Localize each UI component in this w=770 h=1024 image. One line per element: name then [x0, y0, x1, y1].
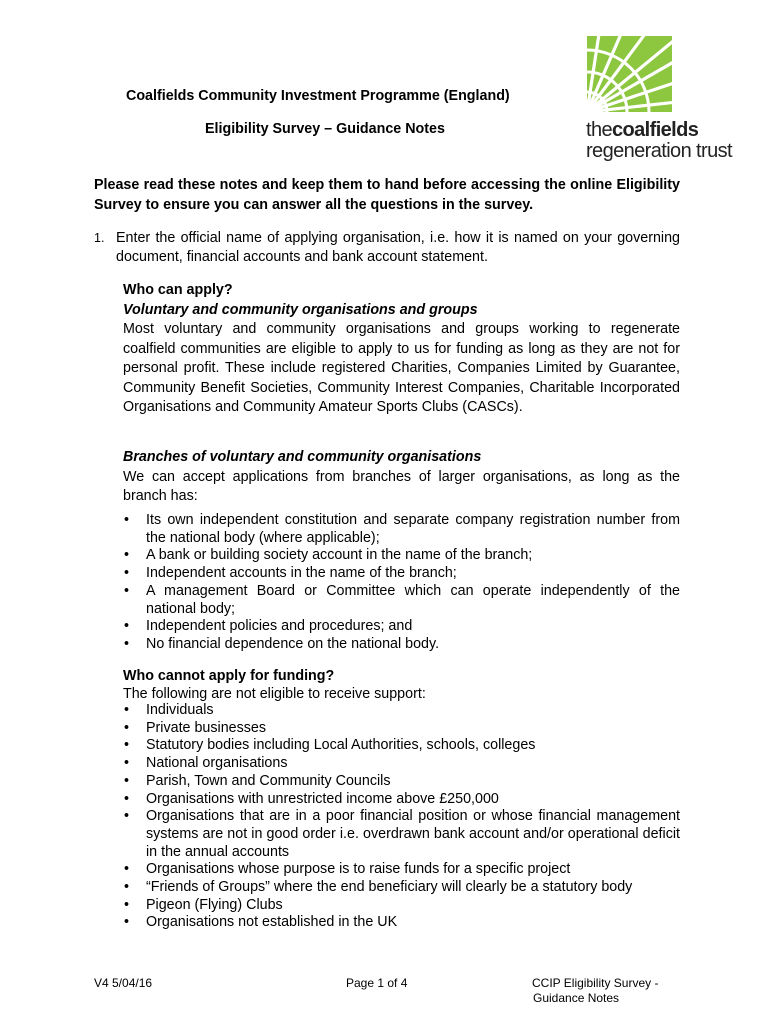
- who-cannot-apply-section: [123, 667, 680, 703]
- logo-wordmark: [586, 120, 732, 162]
- list-item: • Organisations with unrestricted income above £250,000: [123, 791, 680, 809]
- item-number: 1.: [94, 231, 105, 245]
- list-item: • National organisations: [123, 755, 680, 773]
- list-item: • No financial dependence on the national body.: [123, 636, 680, 654]
- footer-doc-title-line2: Guidance Notes: [533, 991, 620, 1005]
- list-item: • Parish, Town and Community Councils: [123, 773, 680, 791]
- branches-paragraph: We can accept applications from branches of larger organisations, as long as the branch has:: [123, 468, 680, 504]
- coalfields-logo-icon: [587, 36, 672, 112]
- who-can-apply-heading: Who can apply?: [123, 282, 233, 298]
- logo-regeneration-trust: regeneration trust: [586, 140, 732, 162]
- footer-page-number: Page 1 of 4: [346, 976, 408, 990]
- logo-coalfields: coalfields: [612, 119, 699, 141]
- list-item: • Organisations whose purpose is to raise funds for a specific project: [123, 861, 680, 879]
- branches-list: [123, 512, 680, 654]
- intro-paragraph: Please read these notes and keep them to hand before accessing the online Eligibility Survey to ensure you can answer all the questions in the survey.: [94, 177, 680, 213]
- document-title: Coalfields Community Investment Programme (England): [126, 88, 510, 104]
- list-item: • Statutory bodies including Local Authorities, schools, colleges: [123, 737, 680, 755]
- item-text: Enter the official name of applying organisation, i.e. how it is named on your governing document, financial accounts and bank account statement.: [116, 230, 680, 265]
- branches-section: [123, 448, 680, 507]
- list-item: • Pigeon (Flying) Clubs: [123, 897, 680, 915]
- voluntary-heading: Voluntary and community organisations and groups: [123, 301, 478, 318]
- who-can-apply-section: [123, 281, 680, 418]
- who-cannot-apply-heading: Who cannot apply for funding?: [123, 668, 335, 684]
- logo-the: the: [586, 119, 613, 141]
- list-item: • Its own independent constitution and separate company registration number from the national body (where applicable);: [123, 512, 680, 547]
- list-item: • A management Board or Committee which can operate independently of the national body;: [123, 583, 680, 618]
- who-cannot-apply-intro: The following are not eligible to receive support:: [123, 686, 426, 702]
- ineligible-list: [123, 702, 680, 932]
- footer-doc-title: [532, 976, 658, 1006]
- footer-version: V4 5/04/16: [94, 976, 153, 990]
- list-item: • Organisations not established in the UK: [123, 914, 680, 932]
- voluntary-paragraph: Most voluntary and community organisations and groups working to regenerate coalfield communities are eligible to apply to us for funding as long as they are not for personal profit. These include registered Charities, Companies Limited by Guarantee, Community Benefit Societies, Community Interest Companies, Charitable Incorporated Organisations and Community Amateur Sports Clubs (CASCs).: [123, 321, 680, 415]
- document-subtitle: Eligibility Survey – Guidance Notes: [205, 121, 445, 137]
- footer-doc-title-line1: CCIP Eligibility Survey -: [532, 976, 659, 990]
- list-item: • “Friends of Groups” where the end beneficiary will clearly be a statutory body: [123, 879, 680, 897]
- list-item: • Organisations that are in a poor financial position or whose financial management systems are not in good order i.e. overdrawn bank account and/or operational deficit in the annual accounts: [123, 808, 680, 861]
- numbered-item-1: [94, 229, 680, 267]
- list-item: • A bank or building society account in the name of the branch;: [123, 547, 680, 565]
- list-item: • Private businesses: [123, 720, 680, 738]
- branches-heading: Branches of voluntary and community organisations: [123, 449, 482, 465]
- list-item: • Independent policies and procedures; and: [123, 618, 680, 636]
- list-item: • Independent accounts in the name of the branch;: [123, 565, 680, 583]
- list-item: • Individuals: [123, 702, 680, 720]
